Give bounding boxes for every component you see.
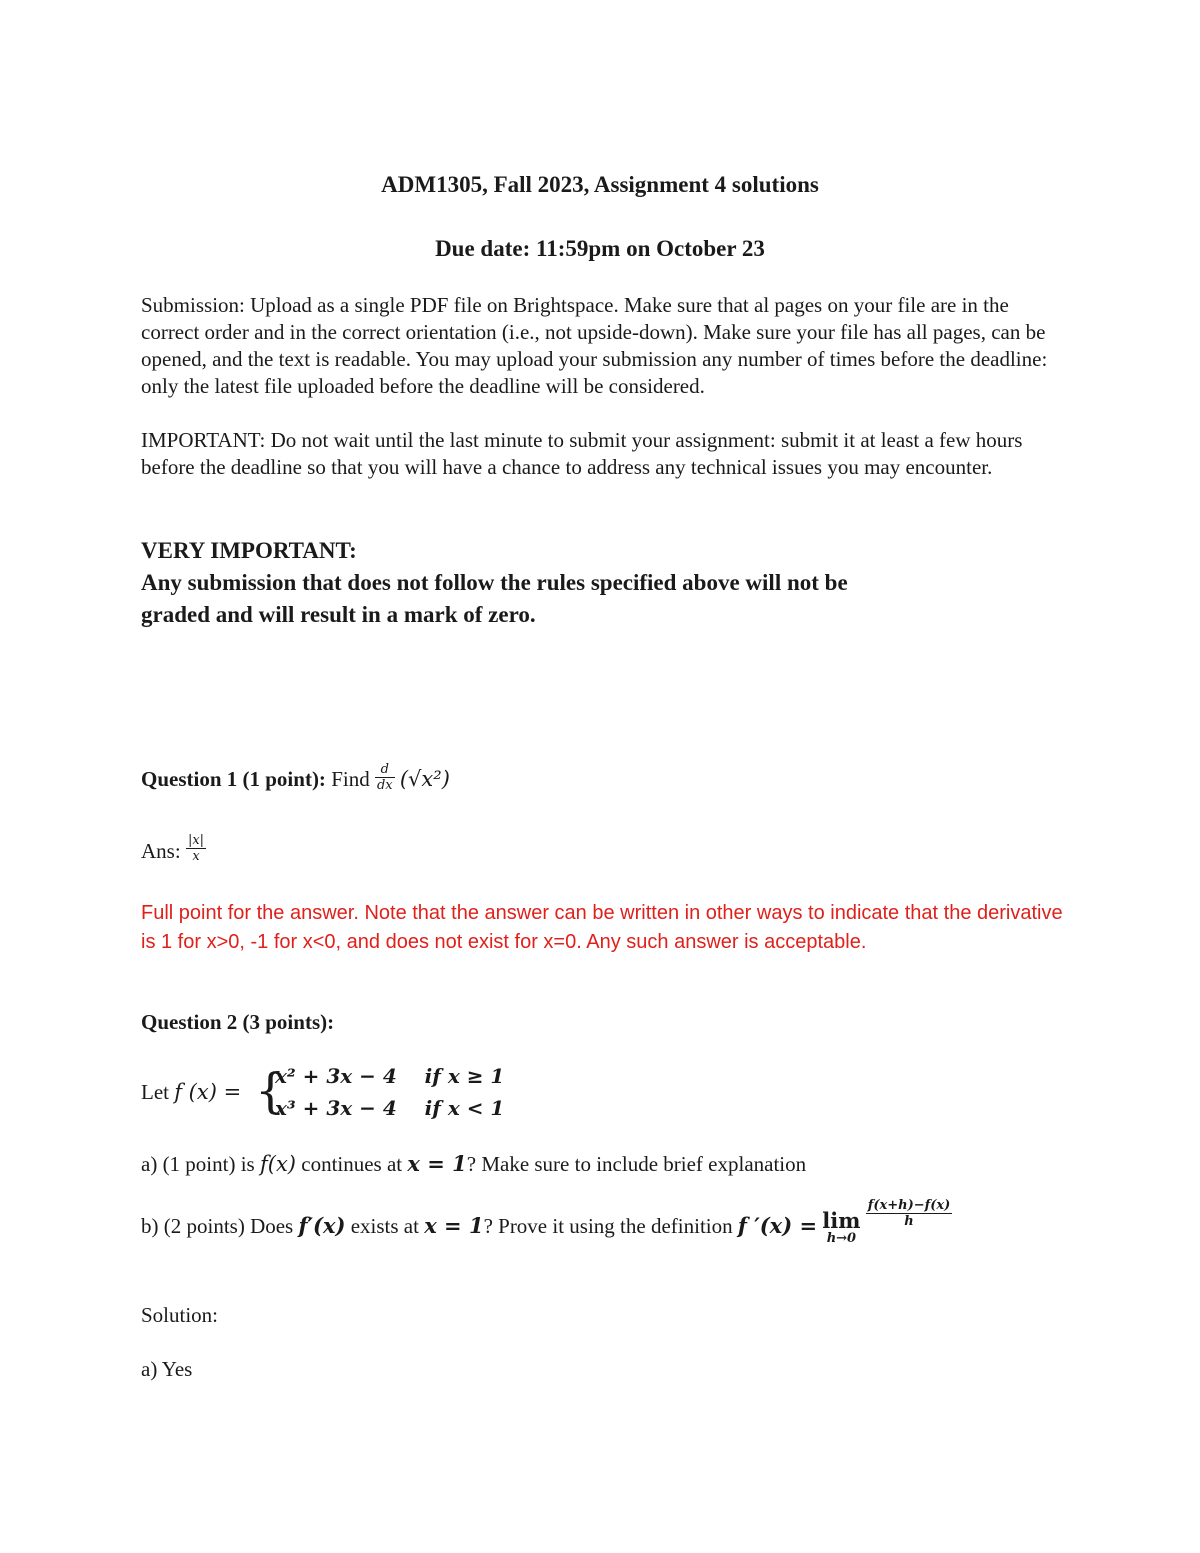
very-important-line-2: graded and will result in a mark of zero. (141, 602, 536, 627)
difference-quotient: $\frac{f(x+h)-f(x)}{h}$ (867, 1198, 951, 1229)
piecewise-case-2: x³ + 3x − 4 if x < 1 (275, 1096, 505, 1120)
important-paragraph: IMPORTANT: Do not wait until the last minute to submit your assignment: submit it at least a few hours before the deadline so that you will have a chance to address any technical issues you may encounter. (141, 428, 1023, 479)
derivative-operator: $\frac{d}{dx}$ (376, 761, 393, 793)
question-1 (141, 761, 450, 793)
question-1-answer (141, 832, 206, 865)
due-date: Due date: 11:59pm on October 23 (435, 236, 765, 261)
part-a-answer: a) Yes (141, 1357, 193, 1381)
piecewise-case-1: x² + 3x − 4 if x ≥ 1 (275, 1064, 505, 1088)
question-2-heading: Question 2 (3 points): (141, 1010, 335, 1034)
question-2-heading-wrap (141, 1009, 334, 1036)
part-b-question: b) (2 points) Does f′(x) exists at x = 1? Prove it using the definition f ′(x) = lim h→0 $\frac{f(x+h)-f(x)}{h}$ (141, 1198, 951, 1246)
submission-paragraph: Submission: Upload as a single PDF file on Brightspace. Make sure that al pages on your file are in the correct order and in the correct orientation (i.e., not upside-down). Make sure your file has all pages, can be opened, and the text is readable. You may upload your submission any number of times before the deadline: only the latest file uploaded before the deadline will be considered. (141, 293, 1048, 398)
very-important-line-1: Any submission that does not follow the rules specified above will not be (141, 570, 848, 595)
part-a-question: a) (1 point) is f(x) continues at x = 1? Make sure to include brief explanation (141, 1151, 807, 1176)
answer-fraction: $\frac{|x|}{x}$ (187, 832, 205, 864)
document-title: ADM1305, Fall 2023, Assignment 4 solutions (381, 172, 819, 197)
answer-label: Ans: (141, 839, 181, 863)
solution-label: Solution: (141, 1303, 219, 1327)
question-1-expression: (√x²) (399, 767, 450, 791)
limit-operator: lim h→0 (822, 1208, 861, 1246)
very-important-heading: VERY IMPORTANT: (141, 538, 357, 563)
grading-note: Full point for the answer. Note that the answer can be written in other ways to indicate that the derivative is 1 for x>0, -1 for x<0, and does not exist for x=0. Any such answer is acceptable. (141, 902, 1063, 953)
question-1-find: Find (331, 767, 370, 791)
piecewise-let: Let f (x) = (141, 1080, 242, 1104)
question-1-heading: Question 1 (1 point): (141, 767, 326, 791)
piecewise-brace: { (255, 1063, 286, 1119)
